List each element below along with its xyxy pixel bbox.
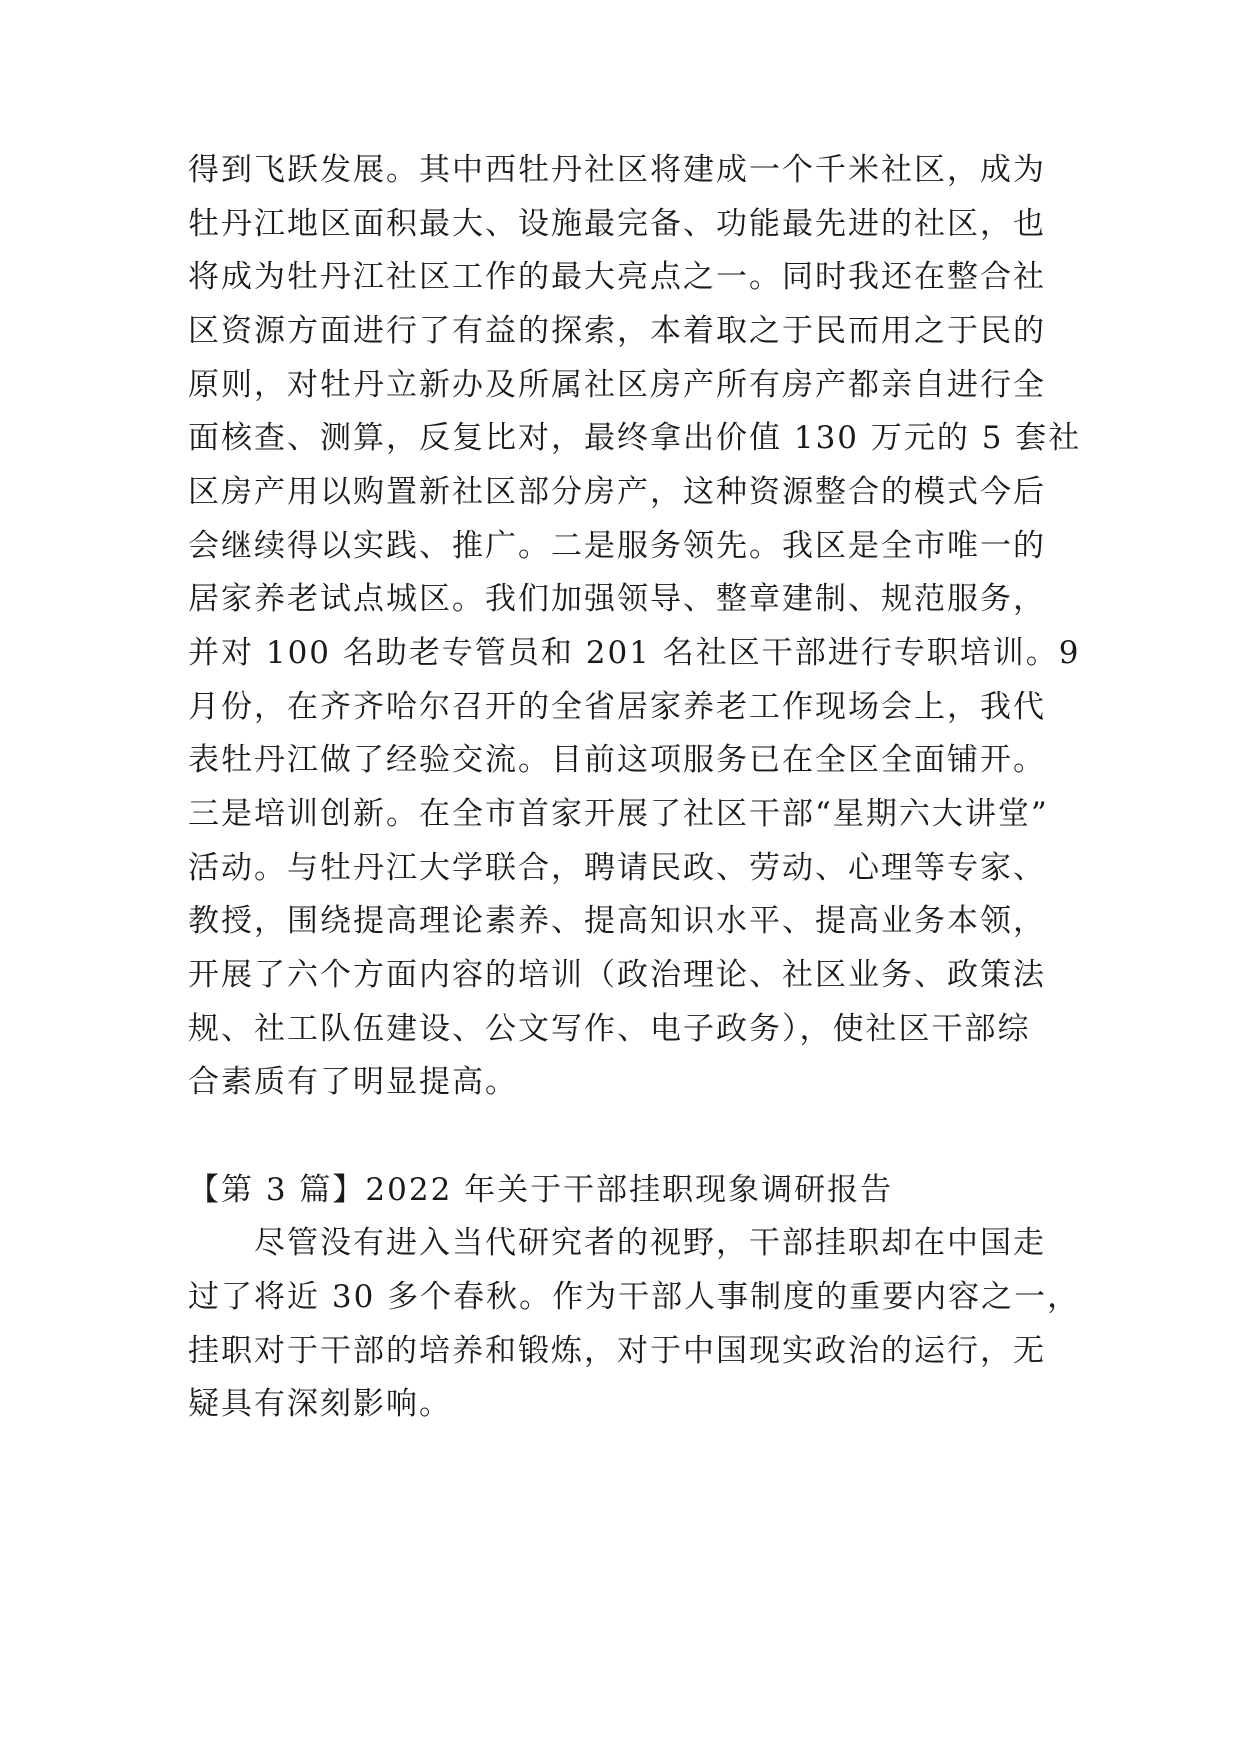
text-line: 尽管没有进入当代研究者的视野，干部挂职却在中国走 [254,1225,1046,1261]
text-line: 合素质有了明显提高。 [188,1064,518,1100]
text-line: 牡丹江地区面积最大、设施最完备、功能最先进的社区，也 [188,206,1046,242]
text-line: 面核查、测算，反复比对，最终拿出价值 130 万元的 5 套社 [188,420,1082,456]
text-line: 挂职对于干部的培养和锻炼，对于中国现实政治的运行，无 [188,1333,1046,1369]
text-line: 月份，在齐齐哈尔召开的全省居家养老工作现场会上，我代 [188,689,1046,725]
text-line: 区房产用以购置新社区部分房产，这种资源整合的模式今后 [188,474,1046,510]
text-line: 教授，围绕提高理论素养、提高知识水平、提高业务本领， [188,903,1046,939]
text-line: 活动。与牡丹江大学联合，聘请民政、劳动、心理等专家、 [188,850,1046,886]
text-line: 得到飞跃发展。其中西牡丹社区将建成一个千米社区，成为 [188,152,1046,188]
text-line: 居家养老试点城区。我们加强领导、整章建制、规范服务， [188,581,1046,617]
text-line: 规、社工队伍建设、公文写作、电子政务），使社区干部综 [188,1011,1031,1047]
text-line: 将成为牡丹江社区工作的最大亮点之一。同时我还在整合社 [188,259,1046,295]
text-line: 表牡丹江做了经验交流。目前这项服务已在全区全面铺开。 [188,742,1046,778]
section-heading: 【第 3 篇】2022 年关于干部挂职现象调研报告 [188,1172,894,1208]
text-line: 会继续得以实践、推广。二是服务领先。我区是全市唯一的 [188,528,1046,564]
text-line: 原则，对牡丹立新办及所属社区房产所有房产都亲自进行全 [188,367,1046,403]
text-line: 疑具有深刻影响。 [188,1386,452,1422]
text-line: 并对 100 名助老专管员和 201 名社区干部进行专职培训。9 [188,635,1081,671]
text-line: 区资源方面进行了有益的探索，本着取之于民而用之于民的 [188,313,1046,349]
text-line: 开展了六个方面内容的培训（政治理论、社区业务、政策法 [188,957,1046,993]
text-line: 三是培训创新。在全市首家开展了社区干部“星期六大讲堂” [188,796,1049,832]
text-line: 过了将近 30 多个春秋。作为干部人事制度的重要内容之一， [188,1279,1081,1315]
